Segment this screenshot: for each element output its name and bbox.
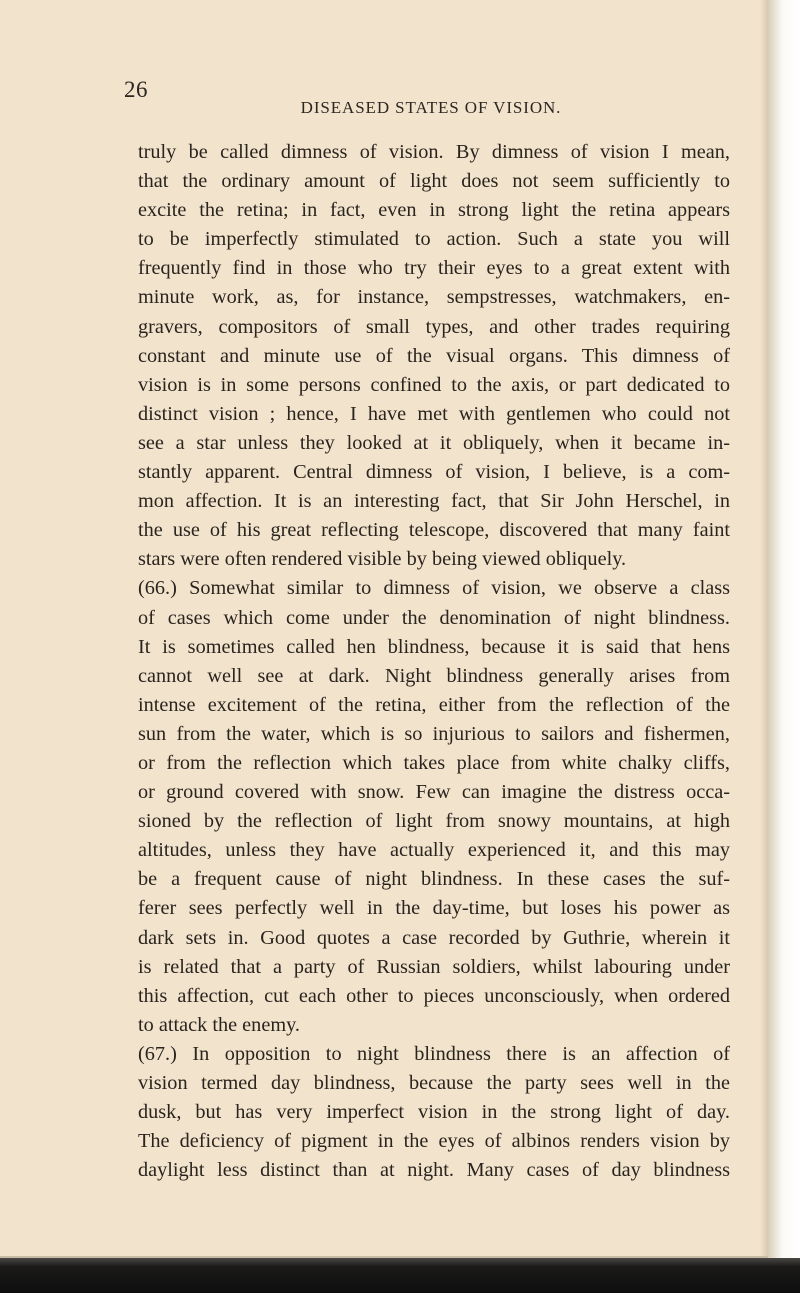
scan-bottom-border (0, 1258, 800, 1293)
text-line: the use of his great reflecting telescope, discovered that many faint (138, 519, 730, 542)
text-line: distinct vision ; hence, I have met with gentlemen who could not (138, 402, 730, 425)
text-line: is related that a party of Russian soldiers, whilst labouring under (138, 955, 730, 978)
text-line: or from the reflection which takes place from white chalky cliffs, (138, 751, 730, 774)
text-line: The deficiency of pigment in the eyes of albinos renders vision by (138, 1130, 730, 1153)
text-line: sioned by the reflection of light from snowy mountains, at high (138, 810, 730, 833)
text-line: to be imperfectly stimulated to action. Such a state you will (138, 228, 730, 251)
text-line: gravers, compositors of small types, and other trades requiring (138, 315, 730, 338)
text-line: see a star unless they looked at it obliquely, when it became in- (138, 431, 730, 454)
text-line: stars were often rendered visible by being viewed obliquely. (138, 548, 627, 571)
text-line: frequently find in those who try their eyes to a great extent with (138, 257, 730, 280)
text-line: (67.) In opposition to night blindness there is an affection of (138, 1042, 730, 1065)
text-line: cannot well see at dark. Night blindness generally arises from (138, 664, 730, 687)
running-head (0, 98, 768, 118)
text-line: or ground covered with snow. Few can imagine the distress occa- (138, 781, 730, 804)
page-edge (768, 0, 800, 1293)
text-line: intense excitement of the retina, either from the reflection of the (138, 693, 730, 716)
text-line: to attack the enemy. (138, 1013, 300, 1036)
text-line: that the ordinary amount of light does not seem sufficiently to (138, 170, 730, 193)
text-line: dusk, but has very imperfect vision in the strong light of day. (138, 1101, 730, 1124)
text-line: daylight less distinct than at night. Many cases of day blindness (138, 1159, 730, 1182)
text-line: sun from the water, which is so injurious to sailors and fishermen, (138, 722, 730, 745)
text-line: ferer sees perfectly well in the day-time, but loses his power as (138, 897, 730, 920)
text-line: be a frequent cause of night blindness. In these cases the suf- (138, 868, 730, 891)
text-line: truly be called dimness of vision. By dimness of vision I mean, (138, 141, 730, 163)
text-line: altitudes, unless they have actually experienced it, and this may (138, 839, 730, 862)
text-line: mon affection. It is an interesting fact, that Sir John Herschel, in (138, 490, 730, 513)
page-edge-shadow (760, 0, 768, 1258)
running-head-text: DISEASED STATES OF VISION. (300, 98, 562, 117)
body-text (138, 138, 730, 1185)
text-line: It is sometimes called hen blindness, because it is said that hens (138, 635, 730, 658)
text-line: vision is in some persons confined to the axis, or part dedicated to (138, 373, 730, 396)
text-line: this affection, cut each other to pieces unconsciously, when ordered (138, 984, 730, 1007)
text-line: vision termed day blindness, because the party sees well in the (138, 1072, 730, 1094)
page-number: 26 (124, 77, 148, 102)
text-line: of cases which come under the denomination of night blindness. (138, 606, 730, 629)
text-line: stantly apparent. Central dimness of vision, I believe, is a com- (138, 461, 730, 484)
text-line: dark sets in. Good quotes a case recorded by Guthrie, wherein it (138, 926, 730, 949)
text-line: excite the retina; in fact, even in strong light the retina appears (138, 199, 730, 222)
text-line: (66.) Somewhat similar to dimness of vision, we observe a class (138, 577, 730, 600)
text-line: constant and minute use of the visual organs. This dimness of (138, 344, 730, 367)
text-line: minute work, as, for instance, sempstresses, watchmakers, en- (138, 286, 730, 309)
